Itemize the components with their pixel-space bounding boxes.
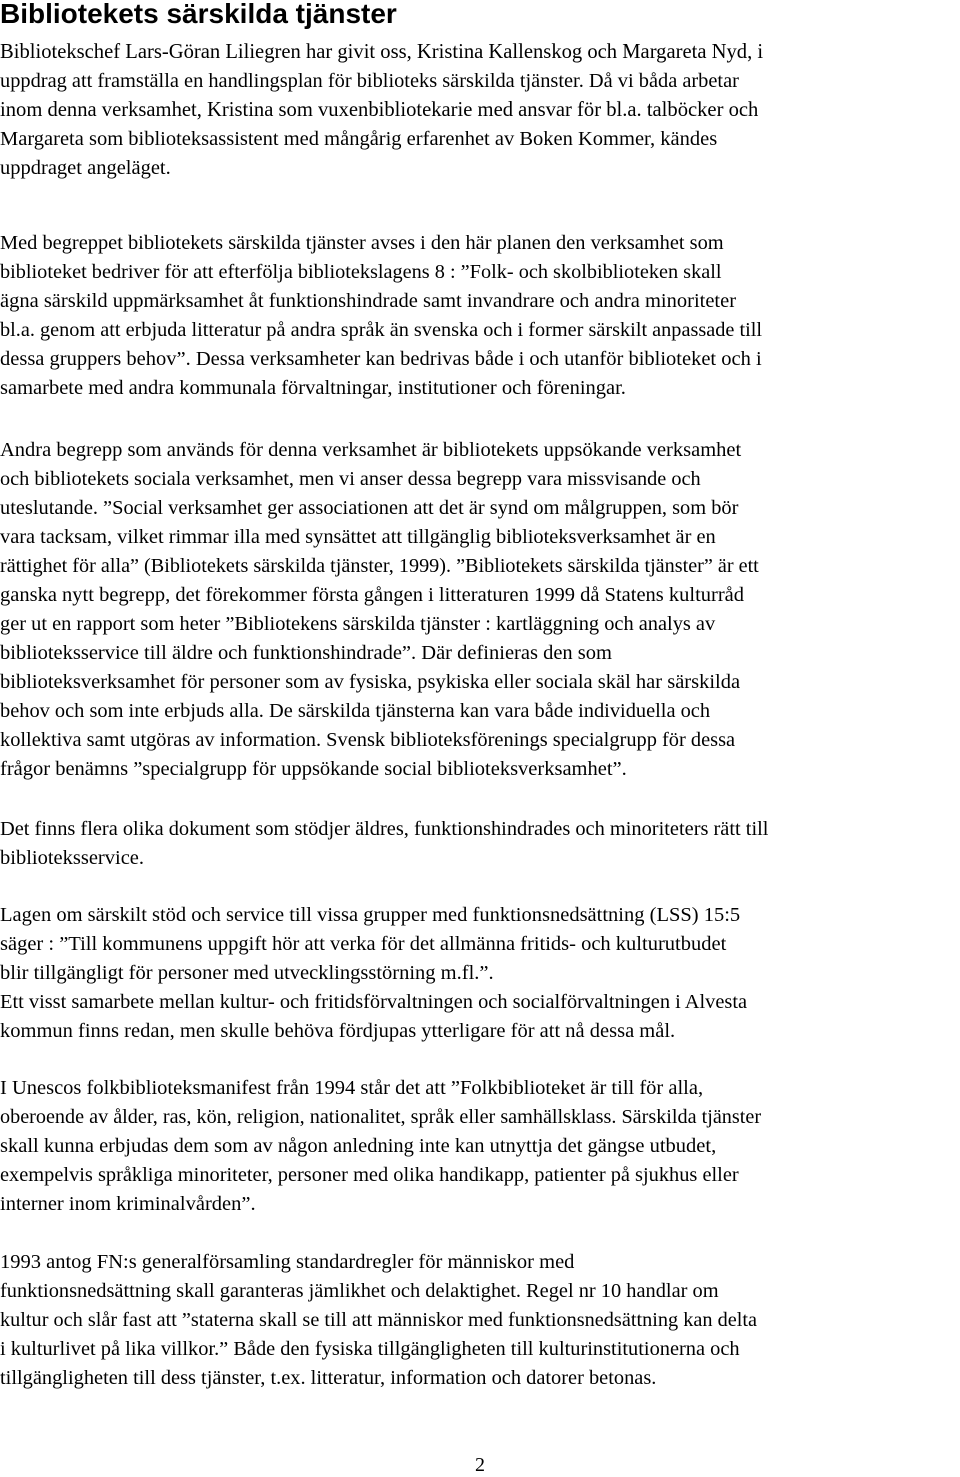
paragraph-un [0,1248,757,1393]
paragraph-line: rättighet för alla” (Bibliotekets särskilda tjänster, 1999). ”Bibliotekets särskilda tjänster” är ett [0,555,759,577]
paragraph-line: biblioteksverksamhet för personer som av fysiska, psykiska eller sociala skäl har särskilda [0,671,741,693]
paragraph-line: Med begreppet bibliotekets särskilda tjänster avses i den här planen den verksamhet som [0,232,724,254]
page-number: 2 [475,1454,485,1476]
paragraph-line: biblioteksservice. [0,847,145,869]
paragraph-line: Margareta som biblioteksassistent med mångårig erfarenhet av Boken Kommer, kändes [0,128,718,150]
paragraph-documents [0,815,768,873]
paragraph-unesco [0,1074,761,1219]
paragraph-line: Ett visst samarbete mellan kultur- och fritidsförvaltningen och socialförvaltningen i Alvesta [0,991,748,1013]
page-title: Bibliotekets särskilda tjänster [0,0,397,29]
paragraph-line: uteslutande. ”Social verksamhet ger associationen att det är synd om målgruppen, som bör [0,497,739,519]
paragraph-assignment [0,38,763,183]
paragraph-line: Det finns flera olika dokument som stödjer äldres, funktionshindrades och minoriteters rätt till [0,818,769,840]
paragraph-line: I Unescos folkbiblioteksmanifest från 1994 står det att ”Folkbiblioteket är till för alla, [0,1077,704,1099]
paragraph-line: oberoende av ålder, ras, kön, religion, nationalitet, språk eller samhällsklass. Särskilda tjänster [0,1106,762,1128]
paragraph-lss [0,901,747,1046]
paragraph-line: bl.a. genom att erbjuda litteratur på andra språk än svenska och i former särskilt anpassade till [0,319,762,341]
paragraph-line: kollektiva samt utgöras av information. Svensk biblioteksförenings specialgrupp för dessa [0,729,736,751]
paragraph-line: interner inom kriminalvården”. [0,1193,256,1215]
paragraph-line: ägna särskild uppmärksamhet åt funktionshindrade samt invandrare och andra minoriteter [0,290,737,312]
paragraph-line: uppdrag att framställa en handlingsplan för biblioteks särskilda tjänster. Då vi båda arbetar [0,70,739,92]
paragraph-line: uppdraget angeläget. [0,157,171,179]
paragraph-line: behov och som inte erbjuds alla. De särskilda tjänsterna kan vara både individuella och [0,700,711,722]
paragraph-line: 1993 antog FN:s generalförsamling standardregler för människor med [0,1251,575,1273]
paragraph-line: Lagen om särskilt stöd och service till vissa grupper med funktionsnedsättning (LSS) 15:5 [0,904,741,926]
paragraph-line: säger : ”Till kommunens uppgift hör att verka för det allmänna fritids- och kulturutbudet [0,933,727,955]
paragraph-line: Andra begrepp som används för denna verksamhet är bibliotekets uppsökande verksamhet [0,439,742,461]
paragraph-line: samarbete med andra kommunala förvaltningar, institutioner och föreningar. [0,377,626,399]
paragraph-line: biblioteket bedriver för att efterfölja bibliotekslagens 8 : ”Folk- och skolbiblioteken skall [0,261,722,283]
paragraph-line: biblioteksservice till äldre och funktionshindrade”. Där definieras den som [0,642,612,664]
paragraph-line: ger ut en rapport som heter ”Bibliotekens särskilda tjänster : kartläggning och analys av [0,613,716,635]
paragraph-line: inom denna verksamhet, Kristina som vuxenbibliotekarie med ansvar för bl.a. talböcker och [0,99,759,121]
paragraph-line: kultur och slår fast att ”staterna skall se till att människor med funktionsnedsättning kan delta [0,1309,757,1331]
paragraph-line: blir tillgängligt för personer med utvecklingsstörning m.fl.”. [0,962,494,984]
paragraph-line: vara tacksam, vilket rimmar illa med synsättet att tillgänglig biblioteksverksamhet är en [0,526,716,548]
paragraph-line: ganska nytt begrepp, det förekommer första gången i litteraturen 1999 då Statens kulturråd [0,584,745,606]
paragraph-line: frågor benämns ”specialgrupp för uppsökande social biblioteksverksamhet”. [0,758,627,780]
paragraph-line: i kulturlivet på lika villkor.” Både den fysiska tillgängligheten till kulturinstitutionerna och [0,1338,740,1360]
paragraph-definition [0,229,762,403]
paragraph-line: skall kunna erbjudas dem som av någon anledning inte kan utnyttja det gängse utbudet, [0,1135,717,1157]
paragraph-line: tillgängligheten till dess tjänster, t.ex. litteratur, information och datorer betonas. [0,1367,657,1389]
paragraph-line: Bibliotekschef Lars-Göran Liliegren har givit oss, Kristina Kallenskog och Margareta Nyd, i [0,41,764,63]
paragraph-line: funktionsnedsättning skall garanteras jämlikhet och delaktighet. Regel nr 10 handlar om [0,1280,719,1302]
paragraph-line: dessa gruppers behov”. Dessa verksamheter kan bedrivas både i och utanför biblioteket och i [0,348,762,370]
paragraph-line: exempelvis språkliga minoriteter, personer med olika handikapp, patienter på sjukhus eller [0,1164,739,1186]
paragraph-line: kommun finns redan, men skulle behöva fördjupas ytterligare för att nå dessa mål. [0,1020,676,1042]
paragraph-line: och bibliotekets sociala verksamhet, men vi anser dessa begrepp vara missvisande och [0,468,701,490]
paragraph-concepts [0,436,759,784]
